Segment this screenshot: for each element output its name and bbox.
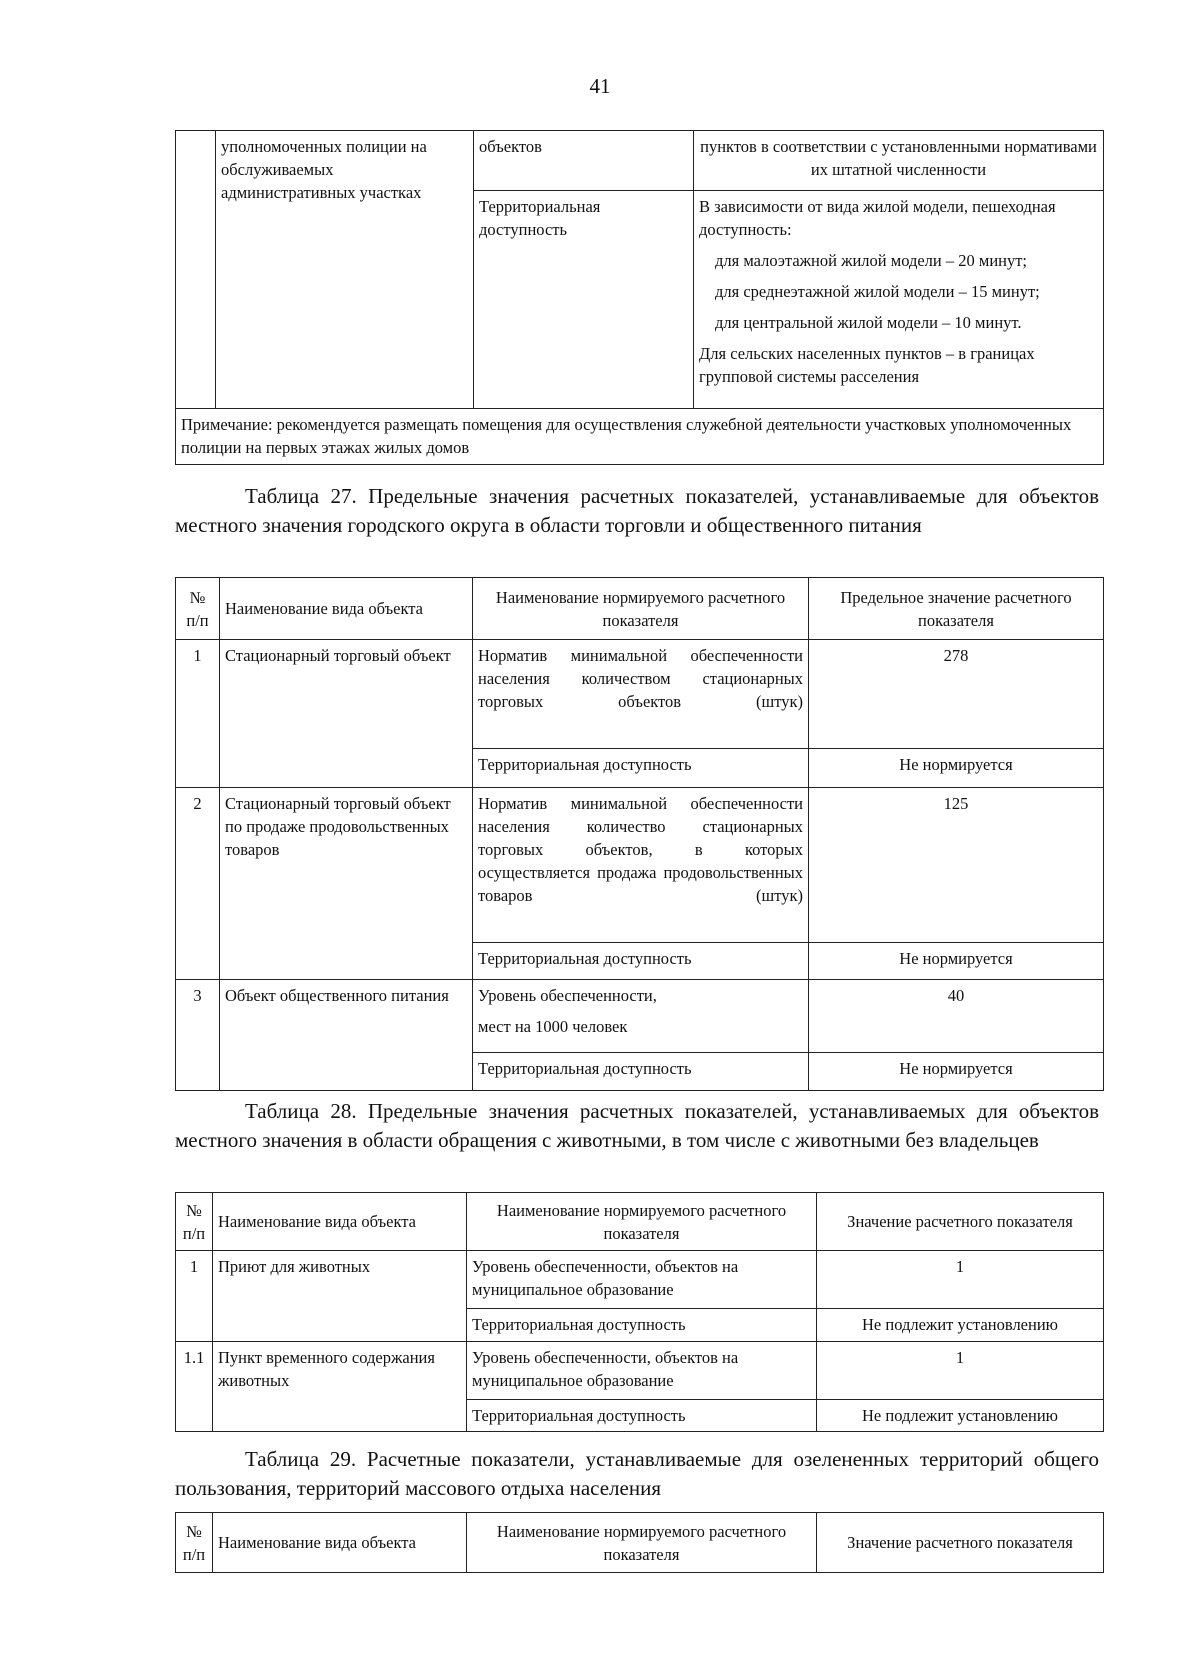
indicator-name: Норматив минимальной обеспеченности населения количеством стационарных торговых объектов (штук) (473, 640, 809, 749)
page-number: 41 (589, 74, 611, 98)
indicator-name: Территориальная доступность (467, 1400, 817, 1432)
header-value: Предельное значение расчетного показателя (809, 578, 1104, 640)
object-name: Стационарный торговый объект по продаже продовольственных товаров (220, 788, 473, 980)
indicator-value: пунктов в соответствии с установленными нормативами их штатной численности (694, 131, 1104, 191)
header-value: Значение расчетного показателя (817, 1513, 1104, 1573)
indicator-value-cell (694, 191, 1104, 409)
header-number: № п/п (176, 1513, 213, 1573)
indicator-value: Не нормируется (809, 943, 1104, 980)
indicator-value: Не нормируется (809, 1053, 1104, 1091)
row-number: 1.1 (176, 1342, 213, 1432)
indicator-name: Норматив минимальной обеспеченности населения количество стационарных торговых объектов, в которых осуществляется продажа продовольственных товаров (штук) (473, 788, 809, 943)
indicator-value: 125 (809, 788, 1104, 943)
table-29 (175, 1512, 1104, 1573)
indicator-unit: мест на 1000 человек (478, 1017, 628, 1036)
header-indicator: Наименование нормируемого расчетного показателя (467, 1193, 817, 1251)
list-item: для малоэтажной жилой модели – 20 минут; (715, 251, 1028, 270)
table-28-caption: Таблица 28. Предельные значения расчетных показателей, устанавливаемых для объектов местного значения в области обращения с животными, в том числе с животными без владельцев (175, 1099, 1099, 1152)
row-number: 1 (176, 640, 220, 788)
rural-accessibility: Для сельских населенных пунктов – в границах групповой системы расселения (699, 344, 1035, 386)
table-27-caption: Таблица 27. Предельные значения расчетных показателей, устанавливаемые для объектов местного значения городского округа в области торговли и общественного питания (175, 484, 1099, 537)
object-name: Пункт временного содержания животных (213, 1342, 467, 1432)
object-name: уполномоченных полиции на обслуживаемых административных участках (216, 131, 474, 409)
list-item: для центральной жилой модели – 10 минут. (715, 313, 1022, 332)
header-indicator: Наименование нормируемого расчетного показателя (473, 578, 809, 640)
table-note: Примечание: рекомендуется размещать помещения для осуществления служебной деятельности участковых уполномоченных полиции на первых этажах жилых домов (176, 409, 1104, 465)
table-28 (175, 1192, 1104, 1432)
indicator-value: 1 (817, 1342, 1104, 1400)
indicator-name: Уровень обеспеченности, (478, 986, 657, 1005)
table-cell (176, 131, 216, 409)
indicator-name: Территориальная доступность (473, 943, 809, 980)
list-item: для среднеэтажной жилой модели – 15 минут; (715, 282, 1040, 301)
indicator-value: 1 (817, 1251, 1104, 1309)
indicator-value: Не нормируется (809, 749, 1104, 788)
row-number: 3 (176, 980, 220, 1091)
header-indicator: Наименование нормируемого расчетного показателя (467, 1513, 817, 1573)
indicator-value: Не подлежит установлению (817, 1400, 1104, 1432)
header-object: Наименование вида объекта (220, 578, 473, 640)
row-number: 2 (176, 788, 220, 980)
indicator-name: Территориальная доступность (474, 191, 694, 409)
accessibility-intro: В зависимости от вида жилой модели, пешеходная доступность: (699, 197, 1056, 239)
indicator-value: Не подлежит установлению (817, 1309, 1104, 1342)
indicator-name: объектов (474, 131, 694, 191)
object-name: Объект общественного питания (220, 980, 473, 1091)
indicator-value: 278 (809, 640, 1104, 749)
indicator-value: 40 (809, 980, 1104, 1053)
indicator-name-cell (473, 980, 809, 1053)
row-number: 1 (176, 1251, 213, 1342)
header-object: Наименование вида объекта (213, 1193, 467, 1251)
indicator-name: Территориальная доступность (473, 749, 809, 788)
header-object: Наименование вида объекта (213, 1513, 467, 1573)
object-name: Стационарный торговый объект (220, 640, 473, 788)
indicator-name: Территориальная доступность (467, 1309, 817, 1342)
indicator-name: Территориальная доступность (473, 1053, 809, 1091)
indicator-name: Уровень обеспеченности, объектов на муниципальное образование (467, 1342, 817, 1400)
table-27 (175, 577, 1104, 1091)
header-number: № п/п (176, 1193, 213, 1251)
object-name: Приют для животных (213, 1251, 467, 1342)
table-29-caption: Таблица 29. Расчетные показатели, устанавливаемые для озелененных территорий общего пользования, территорий массового отдыха населения (175, 1447, 1099, 1500)
header-value: Значение расчетного показателя (817, 1193, 1104, 1251)
header-number: № п/п (176, 578, 220, 640)
table-26-continuation (175, 130, 1104, 465)
indicator-name: Уровень обеспеченности, объектов на муниципальное образование (467, 1251, 817, 1309)
